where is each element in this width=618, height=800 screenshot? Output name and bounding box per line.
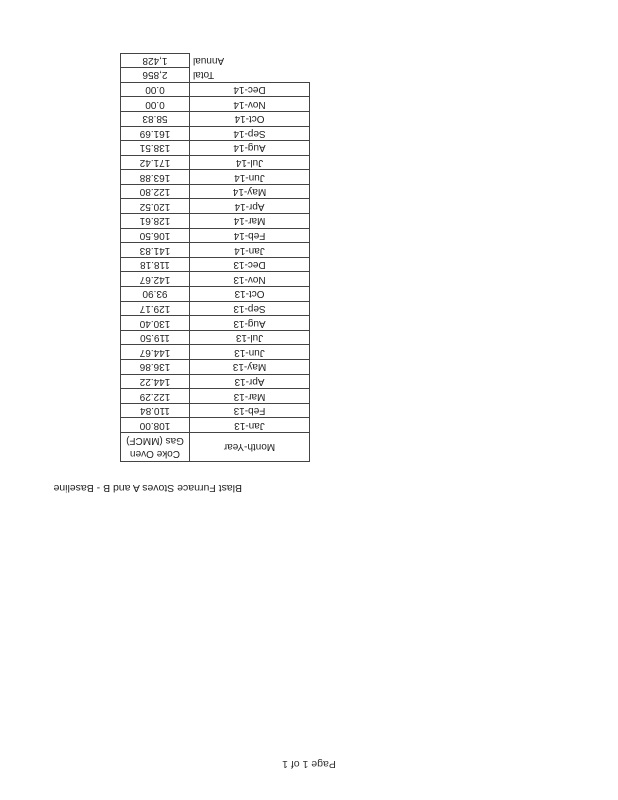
table-row: [121, 257, 310, 272]
table-row: [121, 418, 310, 433]
month-cell: Jul-13: [190, 330, 310, 345]
table-row: [121, 199, 310, 214]
total-row: [121, 68, 310, 83]
page-number: Page 1 of 1: [282, 758, 336, 770]
table-row: [121, 360, 310, 375]
gas-value-cell: 93.90: [121, 287, 190, 302]
gas-value-cell: 118.18: [121, 257, 190, 272]
gas-value-cell: 129.17: [121, 301, 190, 316]
month-cell: Jan-14: [190, 243, 310, 258]
table-row: [121, 97, 310, 112]
annual-label: Annual: [193, 54, 225, 66]
month-cell: Nov-13: [190, 272, 310, 287]
total-label: Total: [193, 69, 215, 81]
table-row: [121, 403, 310, 418]
coke-oven-gas-header: [121, 433, 190, 462]
gas-value-cell: 141.83: [121, 243, 190, 258]
month-cell: Jun-13: [190, 345, 310, 360]
annual-value: 1,428: [121, 53, 190, 68]
gas-value-cell: 122.29: [121, 389, 190, 404]
gas-value-cell: 120.52: [121, 199, 190, 214]
gas-value-cell: 163.88: [121, 170, 190, 185]
table-row: [121, 141, 310, 156]
month-cell: Jul-14: [190, 155, 310, 170]
gas-value-cell: 138.51: [121, 141, 190, 156]
table-row: [121, 82, 310, 97]
table-row: [121, 301, 310, 316]
month-cell: Aug-13: [190, 316, 310, 331]
gas-value-cell: 108.00: [121, 418, 190, 433]
table-row: [121, 214, 310, 229]
coke-oven-header-line2: Gas (MMCF): [126, 435, 184, 446]
document-title: Blast Furnace Stoves A and B - Baseline: [53, 482, 242, 494]
gas-value-cell: 128.61: [121, 214, 190, 229]
table-header-row: [121, 433, 310, 462]
coke-oven-header-line1: Coke Oven: [129, 448, 181, 459]
table-row: [121, 389, 310, 404]
gas-value-cell: 130.40: [121, 316, 190, 331]
month-cell: Feb-14: [190, 228, 310, 243]
month-cell: May-14: [190, 184, 310, 199]
month-cell: Feb-13: [190, 403, 310, 418]
month-cell: Sep-14: [190, 126, 310, 141]
month-cell: Nov-14: [190, 97, 310, 112]
gas-value-cell: 122.80: [121, 184, 190, 199]
table-row: [121, 345, 310, 360]
gas-value-cell: 110.84: [121, 403, 190, 418]
gas-value-cell: 0.00: [121, 82, 190, 97]
table-row: [121, 170, 310, 185]
table-row: [121, 272, 310, 287]
table-row: [121, 316, 310, 331]
table-row: [121, 228, 310, 243]
month-cell: Aug-14: [190, 141, 310, 156]
month-cell: Mar-14: [190, 214, 310, 229]
table-row: [121, 155, 310, 170]
month-year-header: Month-Year: [190, 433, 310, 462]
month-cell: Dec-14: [190, 82, 310, 97]
month-cell: Apr-13: [190, 374, 310, 389]
gas-value-cell: 136.86: [121, 360, 190, 375]
month-cell: Mar-13: [190, 389, 310, 404]
gas-value-cell: 0.00: [121, 97, 190, 112]
annual-row: [121, 53, 310, 68]
month-cell: Oct-13: [190, 287, 310, 302]
total-value: 2,856: [121, 68, 190, 83]
month-cell: May-13: [190, 360, 310, 375]
month-cell: Dec-13: [190, 257, 310, 272]
gas-value-cell: 171.42: [121, 155, 190, 170]
table-row: [121, 374, 310, 389]
table-row: [121, 184, 310, 199]
table-row: [121, 287, 310, 302]
gas-value-cell: 144.67: [121, 345, 190, 360]
table-row: [121, 126, 310, 141]
month-cell: Jun-14: [190, 170, 310, 185]
table-row: [121, 243, 310, 258]
month-cell: Apr-14: [190, 199, 310, 214]
gas-value-cell: 119.50: [121, 330, 190, 345]
table-row: [121, 111, 310, 126]
table-row: [121, 330, 310, 345]
baseline-table: [120, 53, 310, 462]
month-cell: Jan-13: [190, 418, 310, 433]
month-cell: Oct-14: [190, 111, 310, 126]
month-cell: Sep-13: [190, 301, 310, 316]
gas-value-cell: 161.69: [121, 126, 190, 141]
gas-value-cell: 106.50: [121, 228, 190, 243]
gas-value-cell: 142.67: [121, 272, 190, 287]
gas-value-cell: 58.83: [121, 111, 190, 126]
gas-value-cell: 144.22: [121, 374, 190, 389]
